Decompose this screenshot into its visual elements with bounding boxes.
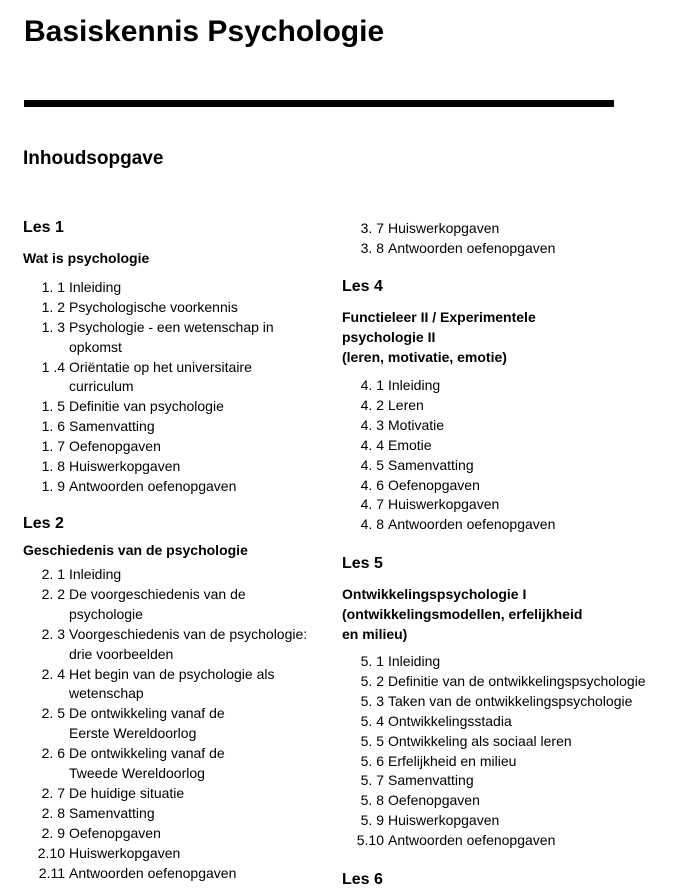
section-number: 2. 7 bbox=[41, 784, 65, 801]
section-title: Voorgeschiedenis van de psychologie: bbox=[69, 625, 308, 642]
section-title: Samenvatting bbox=[388, 456, 474, 473]
section-title: De huidige situatie bbox=[69, 784, 185, 801]
section-title: Emotie bbox=[388, 436, 432, 453]
section-title: De ontwikkeling vanaf de bbox=[69, 745, 225, 762]
lesson-heading: Les 4 bbox=[342, 278, 383, 295]
section-number: 1. 6 bbox=[41, 418, 65, 435]
section-number: 1. 2 bbox=[41, 298, 65, 315]
section-number: 2. 9 bbox=[41, 824, 65, 841]
section-title: Antwoorden oefenopgaven bbox=[69, 864, 237, 881]
section-title: Samenvatting bbox=[69, 418, 155, 435]
section-number: 4. 1 bbox=[360, 377, 384, 393]
section-number: 1. 9 bbox=[41, 478, 65, 494]
section-title: Leren bbox=[388, 396, 424, 413]
section-title: De ontwikkeling vanaf de bbox=[69, 705, 225, 722]
section-title: psychologie bbox=[69, 605, 143, 622]
section-title: De voorgeschiedenis van de bbox=[69, 585, 246, 602]
section-title: Antwoorden oefenopgaven bbox=[388, 832, 556, 849]
section-number: 5. 5 bbox=[360, 732, 384, 749]
section-number: 2. 2 bbox=[41, 585, 65, 602]
lesson-heading: Les 1 bbox=[23, 219, 64, 236]
section-number: 1. 7 bbox=[41, 438, 65, 455]
section-number: 2. 6 bbox=[41, 745, 65, 762]
section-number: 5.10 bbox=[356, 832, 384, 849]
document-title: Basiskennis Psychologie bbox=[24, 15, 385, 48]
section-number: 2.11 bbox=[38, 864, 65, 881]
section-title: Taken van de ontwikkelingspsychologie bbox=[388, 692, 633, 709]
section-number: 1. 8 bbox=[41, 458, 65, 475]
section-title: Oefenopgaven bbox=[69, 824, 161, 841]
section-title: Huiswerkopgaven bbox=[388, 812, 500, 829]
section-number: 5. 8 bbox=[360, 792, 384, 809]
section-number: 2. 5 bbox=[41, 705, 65, 722]
section-title: Definitie van de ontwikkelingspsychologie bbox=[388, 672, 646, 689]
section-number: 5. 3 bbox=[360, 692, 384, 709]
section-number: 4. 7 bbox=[360, 496, 384, 513]
section-title: Ontwikkeling als sociaal leren bbox=[388, 732, 572, 749]
section-number: 2. 4 bbox=[41, 665, 65, 682]
section-title: Huiswerkopgaven bbox=[69, 458, 181, 475]
lesson-subtitle: Functieleer II / Experimentele bbox=[342, 309, 536, 325]
section-number: 1. 5 bbox=[41, 398, 65, 415]
section-title: Antwoorden oefenopgaven bbox=[69, 478, 237, 494]
lesson-heading: Les 2 bbox=[23, 515, 64, 532]
lesson-subtitle: Wat is psychologie bbox=[23, 250, 150, 266]
section-title: Motivatie bbox=[388, 416, 445, 433]
section-title: Samenvatting bbox=[388, 772, 474, 789]
section-number: 4. 2 bbox=[360, 396, 384, 413]
lesson-subtitle: (ontwikkelingsmodellen, erfelijkheid bbox=[342, 606, 583, 622]
section-number: 1. 3 bbox=[41, 318, 65, 335]
section-title: Ontwikkelingsstadia bbox=[388, 712, 512, 729]
section-number: 4. 8 bbox=[360, 516, 384, 533]
section-number: 4. 5 bbox=[360, 456, 384, 473]
lesson-subtitle: en milieu) bbox=[342, 626, 408, 642]
section-title: Huiswerkopgaven bbox=[388, 220, 500, 236]
section-title: Inleiding bbox=[69, 566, 122, 582]
section-number: 2. 3 bbox=[41, 625, 65, 642]
lesson-subtitle: psychologie II bbox=[342, 329, 436, 345]
section-title: Oriëntatie op het universitaire bbox=[69, 358, 252, 375]
section-number: 5. 9 bbox=[360, 812, 384, 829]
section-number: 5. 1 bbox=[360, 653, 384, 669]
section-title: Inleiding bbox=[388, 653, 441, 669]
section-number: 3. 8 bbox=[360, 239, 384, 256]
lesson-subtitle: Ontwikkelingspsychologie I bbox=[342, 586, 527, 602]
section-title: Antwoorden oefenopgaven bbox=[388, 239, 556, 256]
section-number: 5. 6 bbox=[360, 752, 384, 769]
lesson-heading: Les 5 bbox=[342, 555, 383, 572]
lesson-subtitle: Geschiedenis van de psychologie bbox=[23, 542, 248, 558]
section-number: 2. 1 bbox=[41, 566, 65, 582]
section-title: opkomst bbox=[69, 338, 122, 355]
lesson-heading: Les 6 bbox=[342, 871, 383, 888]
section-number: 1. 1 bbox=[41, 279, 65, 295]
section-number: 4. 3 bbox=[360, 416, 384, 433]
section-title: Het begin van de psychologie als bbox=[69, 665, 275, 682]
section-title: Oefenopgaven bbox=[388, 792, 480, 809]
section-title: Eerste Wereldoorlog bbox=[69, 725, 197, 742]
lesson-subtitle: (leren, motivatie, emotie) bbox=[342, 349, 507, 365]
section-title: Psychologie - een wetenschap in bbox=[69, 318, 274, 335]
section-title: Samenvatting bbox=[69, 804, 155, 821]
section-title: curriculum bbox=[69, 378, 134, 395]
section-title: Definitie van psychologie bbox=[69, 398, 224, 415]
toc-heading: Inhoudsopgave bbox=[23, 148, 164, 169]
section-number: 4. 4 bbox=[360, 436, 384, 453]
section-title: Huiswerkopgaven bbox=[69, 844, 181, 861]
section-title: drie voorbeelden bbox=[69, 645, 174, 662]
section-title: Huiswerkopgaven bbox=[388, 496, 500, 513]
section-title: wetenschap bbox=[69, 685, 144, 702]
section-title: Erfelijkheid en milieu bbox=[388, 752, 517, 769]
section-number: 2. 8 bbox=[41, 804, 65, 821]
section-number: 1 .4 bbox=[41, 358, 65, 375]
section-number: 5. 7 bbox=[360, 772, 384, 789]
section-number: 2.10 bbox=[37, 844, 65, 861]
title-divider bbox=[24, 100, 614, 107]
section-title: Oefenopgaven bbox=[388, 476, 480, 493]
section-number: 5. 4 bbox=[360, 712, 384, 729]
section-title: Oefenopgaven bbox=[69, 438, 161, 455]
section-title: Psychologische voorkennis bbox=[69, 298, 238, 315]
section-number: 5. 2 bbox=[360, 672, 384, 689]
section-title: Tweede Wereldoorlog bbox=[69, 764, 205, 781]
section-title: Inleiding bbox=[69, 279, 122, 295]
section-number: 3. 7 bbox=[360, 220, 384, 236]
section-number: 4. 6 bbox=[360, 476, 384, 493]
section-title: Antwoorden oefenopgaven bbox=[388, 516, 556, 533]
section-title: Inleiding bbox=[388, 377, 441, 393]
